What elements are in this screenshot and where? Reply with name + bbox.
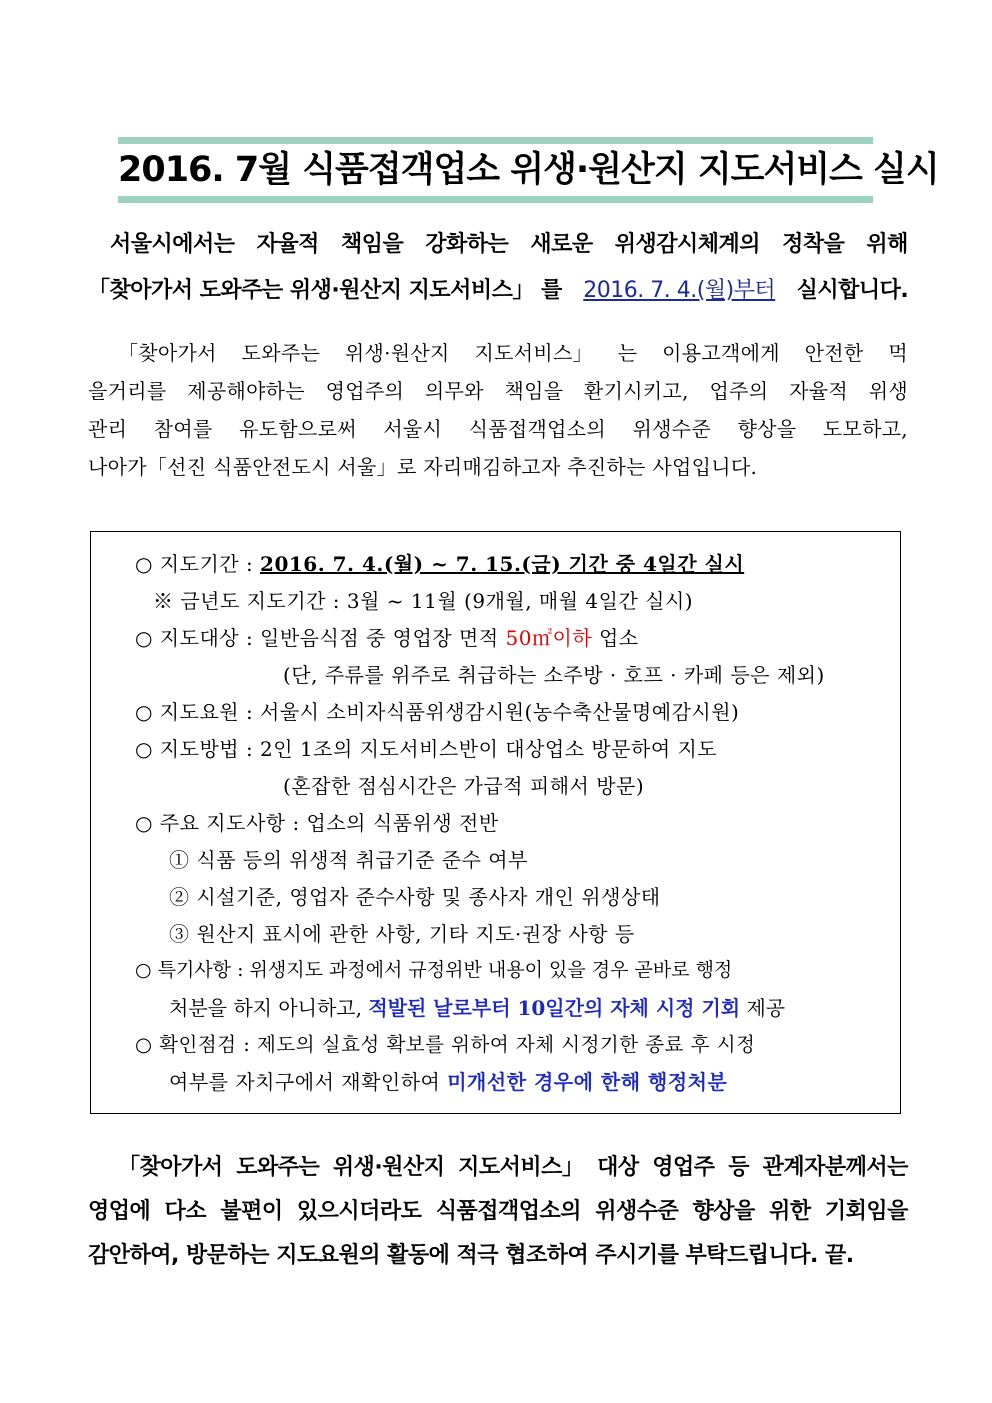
para-word: 환기시키고,	[584, 379, 689, 403]
intro-line-2	[88, 268, 908, 314]
special-highlight: 적발된 날로부터 10일간의 자체 시정 기회	[368, 996, 741, 1020]
outro-line	[88, 1234, 908, 1278]
outro-word: 있으시더라도	[296, 1199, 422, 1224]
special-text: 처분을 하지 아니하고,	[169, 996, 362, 1020]
intro-word: 위생감시체계의	[614, 232, 760, 257]
para-word: 먹	[888, 341, 908, 365]
intro-start-date: 2016. 7. 4.(월)부터	[583, 278, 776, 303]
check-highlight: 미개선한 경우에 한해 행정처분	[447, 1070, 728, 1094]
closing-paragraph	[88, 1146, 908, 1278]
period-row	[135, 548, 744, 577]
outro-word: 영업주	[652, 1155, 715, 1180]
outro-word: 「찾아가서	[118, 1155, 223, 1180]
target-row	[135, 622, 639, 651]
main-item: ② 시설기준, 영업자 준수사항 및 종사자 개인 위생상태	[169, 885, 661, 909]
para-word: 안전한	[804, 341, 864, 365]
intro-word: 서울시에서는	[110, 232, 235, 257]
special-row-2	[169, 992, 785, 1021]
para-word: 「찾아가서	[118, 341, 217, 365]
main-item: ① 식품 등의 위생적 취급기준 준수 여부	[169, 848, 528, 872]
para-word: 나아가「선진 식품안전도시 서울」로 자리매김하고자 추진하는 사업입니다.	[88, 455, 758, 479]
check-row-1: ○ 확인점검 : 제도의 실효성 확보를 위하여 자체 시정기한 종료 후 시정	[135, 1033, 756, 1056]
check-text: 여부를 자치구에서 재확인하여	[169, 1070, 441, 1094]
page-title: 2016. 7월 식품접객업소 위생·원산지 지도서비스 실시	[118, 150, 939, 190]
para-word: 제공해야하는	[187, 379, 305, 403]
target-area: 50㎡이하	[505, 626, 593, 650]
para-word: 참여를	[153, 417, 213, 441]
para-word: 도모하고,	[822, 417, 908, 441]
outro-word: 등	[728, 1155, 749, 1180]
method-row: ○ 지도방법 : 2인 1조의 지도서비스반이 대상업소 방문하여 지도	[135, 737, 718, 761]
check-row-2	[169, 1066, 727, 1095]
para-word: 의무와	[424, 379, 484, 403]
para-word: 위생·원산지	[344, 341, 450, 365]
outro-word: 도와주는	[236, 1155, 320, 1180]
para-word: 서울시	[383, 417, 443, 441]
intro-word: 정착을	[782, 232, 845, 257]
para-word: 지도서비스」	[474, 341, 593, 365]
para-word: 식품접객업소의	[468, 417, 607, 441]
para-word: 을거리를	[88, 379, 167, 403]
intro-line-1	[88, 222, 908, 268]
special-row-1: ○ 특기사항 : 위생지도 과정에서 규정위반 내용이 있을 경우 곧바로 행정	[135, 959, 733, 981]
outro-line	[88, 1146, 908, 1190]
intro-paragraph	[88, 222, 908, 314]
title-top-bar	[118, 137, 873, 144]
para-word: 유도함으로써	[239, 417, 357, 441]
outro-word: 위생수준	[595, 1199, 679, 1224]
para-word: 업주의	[709, 379, 769, 403]
method-note: (혼잡한 점심시간은 가급적 피해서 방문)	[283, 774, 645, 798]
intro-word: 위해	[866, 232, 908, 257]
para-line	[88, 372, 908, 410]
guidance-details-box	[90, 531, 901, 1114]
intro-word: 자율적	[256, 232, 319, 257]
title-block	[118, 137, 939, 203]
outro-word: 위생·원산지	[332, 1155, 445, 1180]
para-word: 영업주의	[325, 379, 405, 403]
period-note: ※ 금년도 지도기간 : 3월 ~ 11월 (9개월, 매월 4일간 실시)	[153, 589, 694, 613]
period-value: 2016. 7. 4.(월) ~ 7. 15.(금) 기간 중 4일간 실시	[260, 552, 745, 576]
intro-closing: 실시합니다.	[796, 278, 909, 303]
outro-word: 대상	[597, 1155, 639, 1180]
para-word: 책임을	[504, 379, 564, 403]
intro-service-name: 「찾아가서 도와주는 위생·원산지 지도서비스」 를	[88, 278, 562, 303]
outro-word: 불편이	[220, 1199, 283, 1224]
intro-word: 새로운	[530, 232, 593, 257]
para-word: 도와주는	[241, 341, 321, 365]
para-word: 는	[617, 341, 638, 365]
outro-word: 감안하여, 방문하는 지도요원의 활동에 적극 협조하여 주시기를 부탁드립니다. 끝.	[88, 1243, 854, 1268]
para-word: 이용고객에게	[662, 341, 780, 365]
outro-word: 기회임을	[824, 1199, 908, 1224]
target-note: (단, 주류를 위주로 취급하는 소주방 · 호프 · 카페 등은 제외)	[283, 663, 825, 687]
target-suffix: 업소	[598, 626, 639, 650]
outro-word: 관계자분께서는	[762, 1155, 908, 1180]
outro-word: 위한	[769, 1199, 811, 1224]
outro-word: 향상을	[692, 1199, 755, 1224]
para-word: 위생	[868, 379, 908, 403]
title-bottom-bar	[118, 196, 873, 203]
para-word: 관리	[88, 417, 128, 441]
para-line	[88, 410, 908, 448]
para-word: 위생수준	[632, 417, 711, 441]
special-suffix: 제공	[746, 996, 786, 1020]
main-item: ③ 원산지 표시에 관한 사항, 기타 지도·권장 사항 등	[169, 922, 635, 946]
outro-word: 지도서비스」	[458, 1155, 584, 1180]
target-label: ○ 지도대상 : 일반음식점 중 영업장 면적	[135, 626, 499, 650]
para-word: 향상을	[737, 417, 797, 441]
para-line	[88, 448, 908, 486]
intro-word: 강화하는	[425, 232, 509, 257]
outro-word: 식품접객업소의	[435, 1199, 581, 1224]
outro-line	[88, 1190, 908, 1234]
para-line	[88, 334, 908, 372]
outro-word: 영업에	[88, 1199, 151, 1224]
outro-word: 다소	[164, 1199, 207, 1224]
para-word: 자율적	[789, 379, 848, 403]
period-label: ○ 지도기간 :	[135, 552, 254, 576]
main-items-row: ○ 주요 지도사항 : 업소의 식품위생 전반	[135, 811, 499, 835]
staff-row: ○ 지도요원 : 서울시 소비자식품위생감시원(농수축산물명예감시원)	[135, 700, 740, 724]
description-paragraph	[88, 334, 908, 486]
intro-word: 책임을	[340, 232, 404, 257]
